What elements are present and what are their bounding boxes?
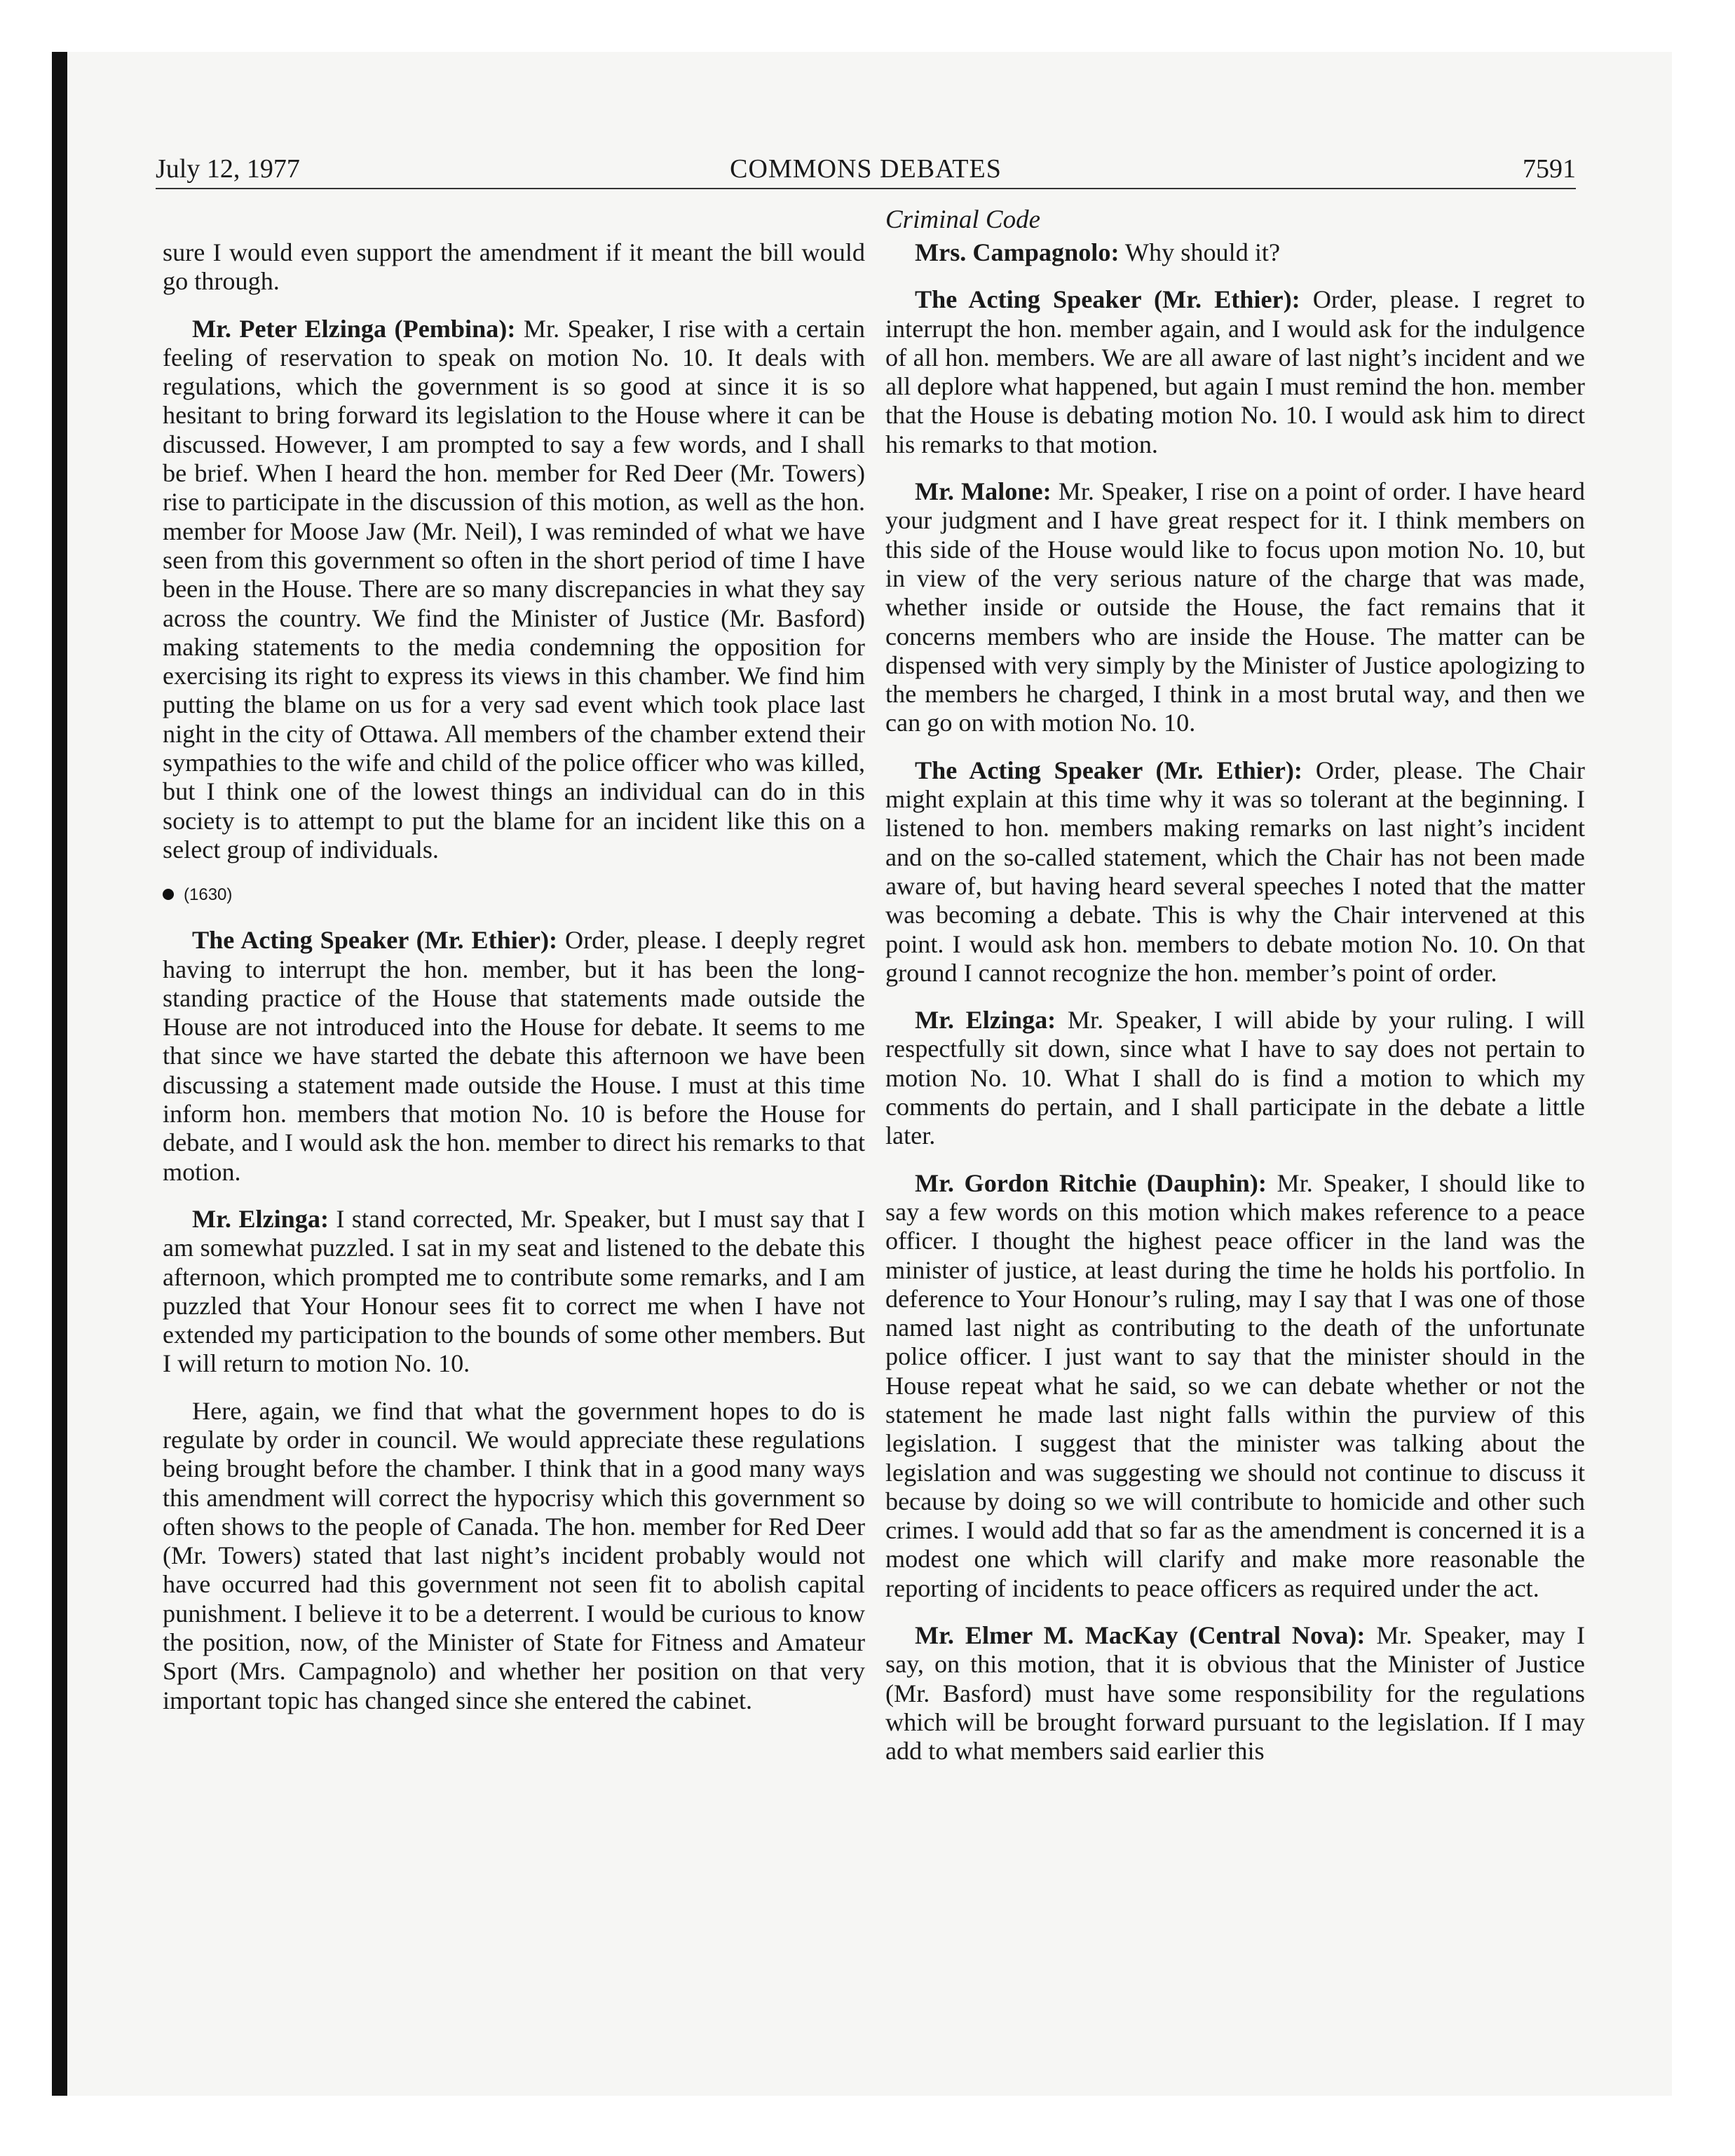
paragraph xyxy=(163,1397,865,1715)
speech-text: Why should it? xyxy=(1119,238,1281,266)
speech-text: Order, please. I regret to interrupt the hon. member again, and I would ask for the indulgence of all hon. members. We are all aware of last night’s incident and we all deplore what happened, but again I must remind the hon. member that the House is debating motion No. 10. I would ask him to direct his remarks to that motion. xyxy=(885,285,1585,458)
speaker-name: Mrs. Campagnolo: xyxy=(915,238,1120,266)
time-marker-label: (1630) xyxy=(184,885,233,905)
speaker-name: The Acting Speaker (Mr. Ethier): xyxy=(192,926,558,955)
speaker-name: Mr. Peter Elzinga (Pembina): xyxy=(192,314,516,343)
speech-text: Mr. Speaker, I rise with a certain feeling of reservation to speak on motion No. 10. It deals with regulations, which the government is so good at since it is so hesitant to bring forward its legislation to the House where it can be discussed. However, I am prompted to say a few words, and I shall be brief. When I heard the hon. member for Red Deer (Mr. Towers) rise to participate in the discussion of this motion, as well as the hon. member for Moose Jaw (Mr. Neil), I was reminded of what we have seen from this government so often in the short period of time I have been in the House. There are so many discrepancies in what they say across the country. We find the Minister of Justice (Mr. Basford) making statements to the media condemning the opposition for exercising its right to express its views in this chamber. We find him putting the blame on us for a very sad event which took place last night in the city of Ottawa. All members of the chamber extend their sympathies to the wife and child of the police officer who was killed, but I think one of the lowest things an individual can do in this society is to attempt to put the blame for an incident like this on a select group of individuals. xyxy=(163,314,865,864)
scan-edge-bar xyxy=(52,52,67,2096)
speaker-name: Mr. Elmer M. MacKay (Central Nova): xyxy=(915,1621,1366,1650)
running-title: Criminal Code xyxy=(885,205,1040,234)
speaker-name: Mr. Gordon Ritchie (Dauphin): xyxy=(915,1168,1267,1197)
speech-campagnolo xyxy=(885,238,1585,267)
speech-text: Mr. Speaker, I should like to say a few words on this motion which makes reference to a peace officer. I thought the highest peace officer in the land was the minister of justice, at least during the time he holds his portfolio. In deference to Your Honour’s ruling, may I say that I was one of those named last night as contributing to the death of the unfortunate police officer. I just want to say that the minister should in the House repeat what he said, so we can debate whether or not the statement he made last night falls within the purview of this legislation. I suggest that the minister was talking about the legislation and was suggesting we should not continue to discuss it because by doing so we will contribute to homicide and other such crimes. I would add that so far as the amendment is concerned it is a modest one which will clarify and make more reasonable the reporting of incidents to peace officers as required under the act. xyxy=(885,1168,1585,1602)
speaker-name: Mr. Elzinga: xyxy=(915,1006,1056,1035)
speech-elzinga xyxy=(885,1006,1585,1150)
page-header xyxy=(156,147,1576,189)
speaker-name: Mr. Elzinga: xyxy=(192,1204,329,1233)
speech-text: Order, please. I deeply regret having to interrupt the hon. member, but it has been the long-standing practice of the House that statements made outside the House are not introduced into the House for debate. It seems to me that since we have started the debate this afternoon we have been discussing a statement made outside the House. I must at this time inform hon. members that motion No. 10 is before the House for debate, and I would ask the hon. member to direct his remarks to that motion. xyxy=(163,926,865,1186)
speech-text: Mr. Speaker, I will abide by your ruling. I will respectfully sit down, since what I have to say does not pertain to motion No. 10. What I shall do is find a motion to which my comments do pertain, and I shall participate in the debate a little later. xyxy=(885,1006,1585,1150)
speaker-name: The Acting Speaker (Mr. Ethier): xyxy=(915,285,1300,314)
time-marker xyxy=(163,882,865,908)
speech-mackay-central-nova xyxy=(885,1621,1585,1766)
speaker-name: The Acting Speaker (Mr. Ethier): xyxy=(915,756,1302,784)
paragraph-continuation xyxy=(163,238,865,296)
bullet-icon xyxy=(163,889,174,900)
speech-ritchie-dauphin xyxy=(885,1169,1585,1603)
speech-text: Order, please. The Chair might explain at this time why it was so tolerant at the beginning. I listened to hon. members making remarks on last night’s incident and on the so-called statement, which the Chair has not been made aware of, but having heard several speeches I noted that the matter was becoming a debate. This is why the Chair intervened at this point. I would ask hon. members to debate motion No. 10. On that ground I cannot recognize the hon. member’s point of order. xyxy=(885,756,1585,987)
header-title: COMMONS DEBATES xyxy=(730,154,1002,184)
speech-acting-speaker xyxy=(163,926,865,1187)
speech-acting-speaker xyxy=(885,285,1585,459)
speech-elzinga xyxy=(163,1205,865,1379)
speech-acting-speaker xyxy=(885,756,1585,988)
left-column xyxy=(163,238,865,1733)
speech-elzinga-pembina xyxy=(163,315,865,865)
right-column xyxy=(885,205,1585,1785)
paragraph-text: sure I would even support the amendment if it meant the bill would go through. xyxy=(163,238,865,296)
speech-text: Mr. Speaker, I rise on a point of order. I have heard your judgment and I have great respect for it. I think members on this side of the House would like to focus upon motion No. 10, but in view of the very serious nature of the charge that was made, whether inside or outside the House, the fact remains that it concerns members who are inside the House. The matter can be dispensed with very simply by the Minister of Justice apologizing to the members he charged, I think in a most brutal way, and then we can go on with motion No. 10. xyxy=(885,477,1585,737)
speech-malone xyxy=(885,477,1585,738)
speaker-name: Mr. Malone: xyxy=(915,477,1052,506)
header-date: July 12, 1977 xyxy=(156,154,300,184)
paragraph-text: Here, again, we find that what the government hopes to do is regulate by order in council. We would appreciate these regulations being brought before the chamber. I think that in a good many ways this amendment will correct the hypocrisy which this government so often shows to the people of Canada. The hon. member for Red Deer (Mr. Towers) stated that last night’s incident probably would not have occurred had this government not seen fit to abolish capital punishment. I believe it to be a deterrent. I would be curious to know the position, now, of the Minister of State for Fitness and Amateur Sport (Mrs. Campagnolo) and whether her position on that very important topic has changed since she entered the cabinet. xyxy=(163,1396,865,1714)
speech-text: I stand corrected, Mr. Speaker, but I must say that I am somewhat puzzled. I sat in my seat and listened to the debate this afternoon, which prompted me to contribute some remarks, and I am puzzled that Your Honour sees fit to correct me when I have not extended my participation to the bounds of some other members. But I will return to motion No. 10. xyxy=(163,1204,865,1378)
speech-text: Mr. Speaker, may I say, on this motion, that it is obvious that the Minister of Justice (Mr. Basford) must have some responsibility for the regulations which will be brought forward pursuant to the legislation. If I may add to what members said earlier this xyxy=(885,1621,1585,1766)
header-page-number: 7591 xyxy=(1523,154,1576,184)
